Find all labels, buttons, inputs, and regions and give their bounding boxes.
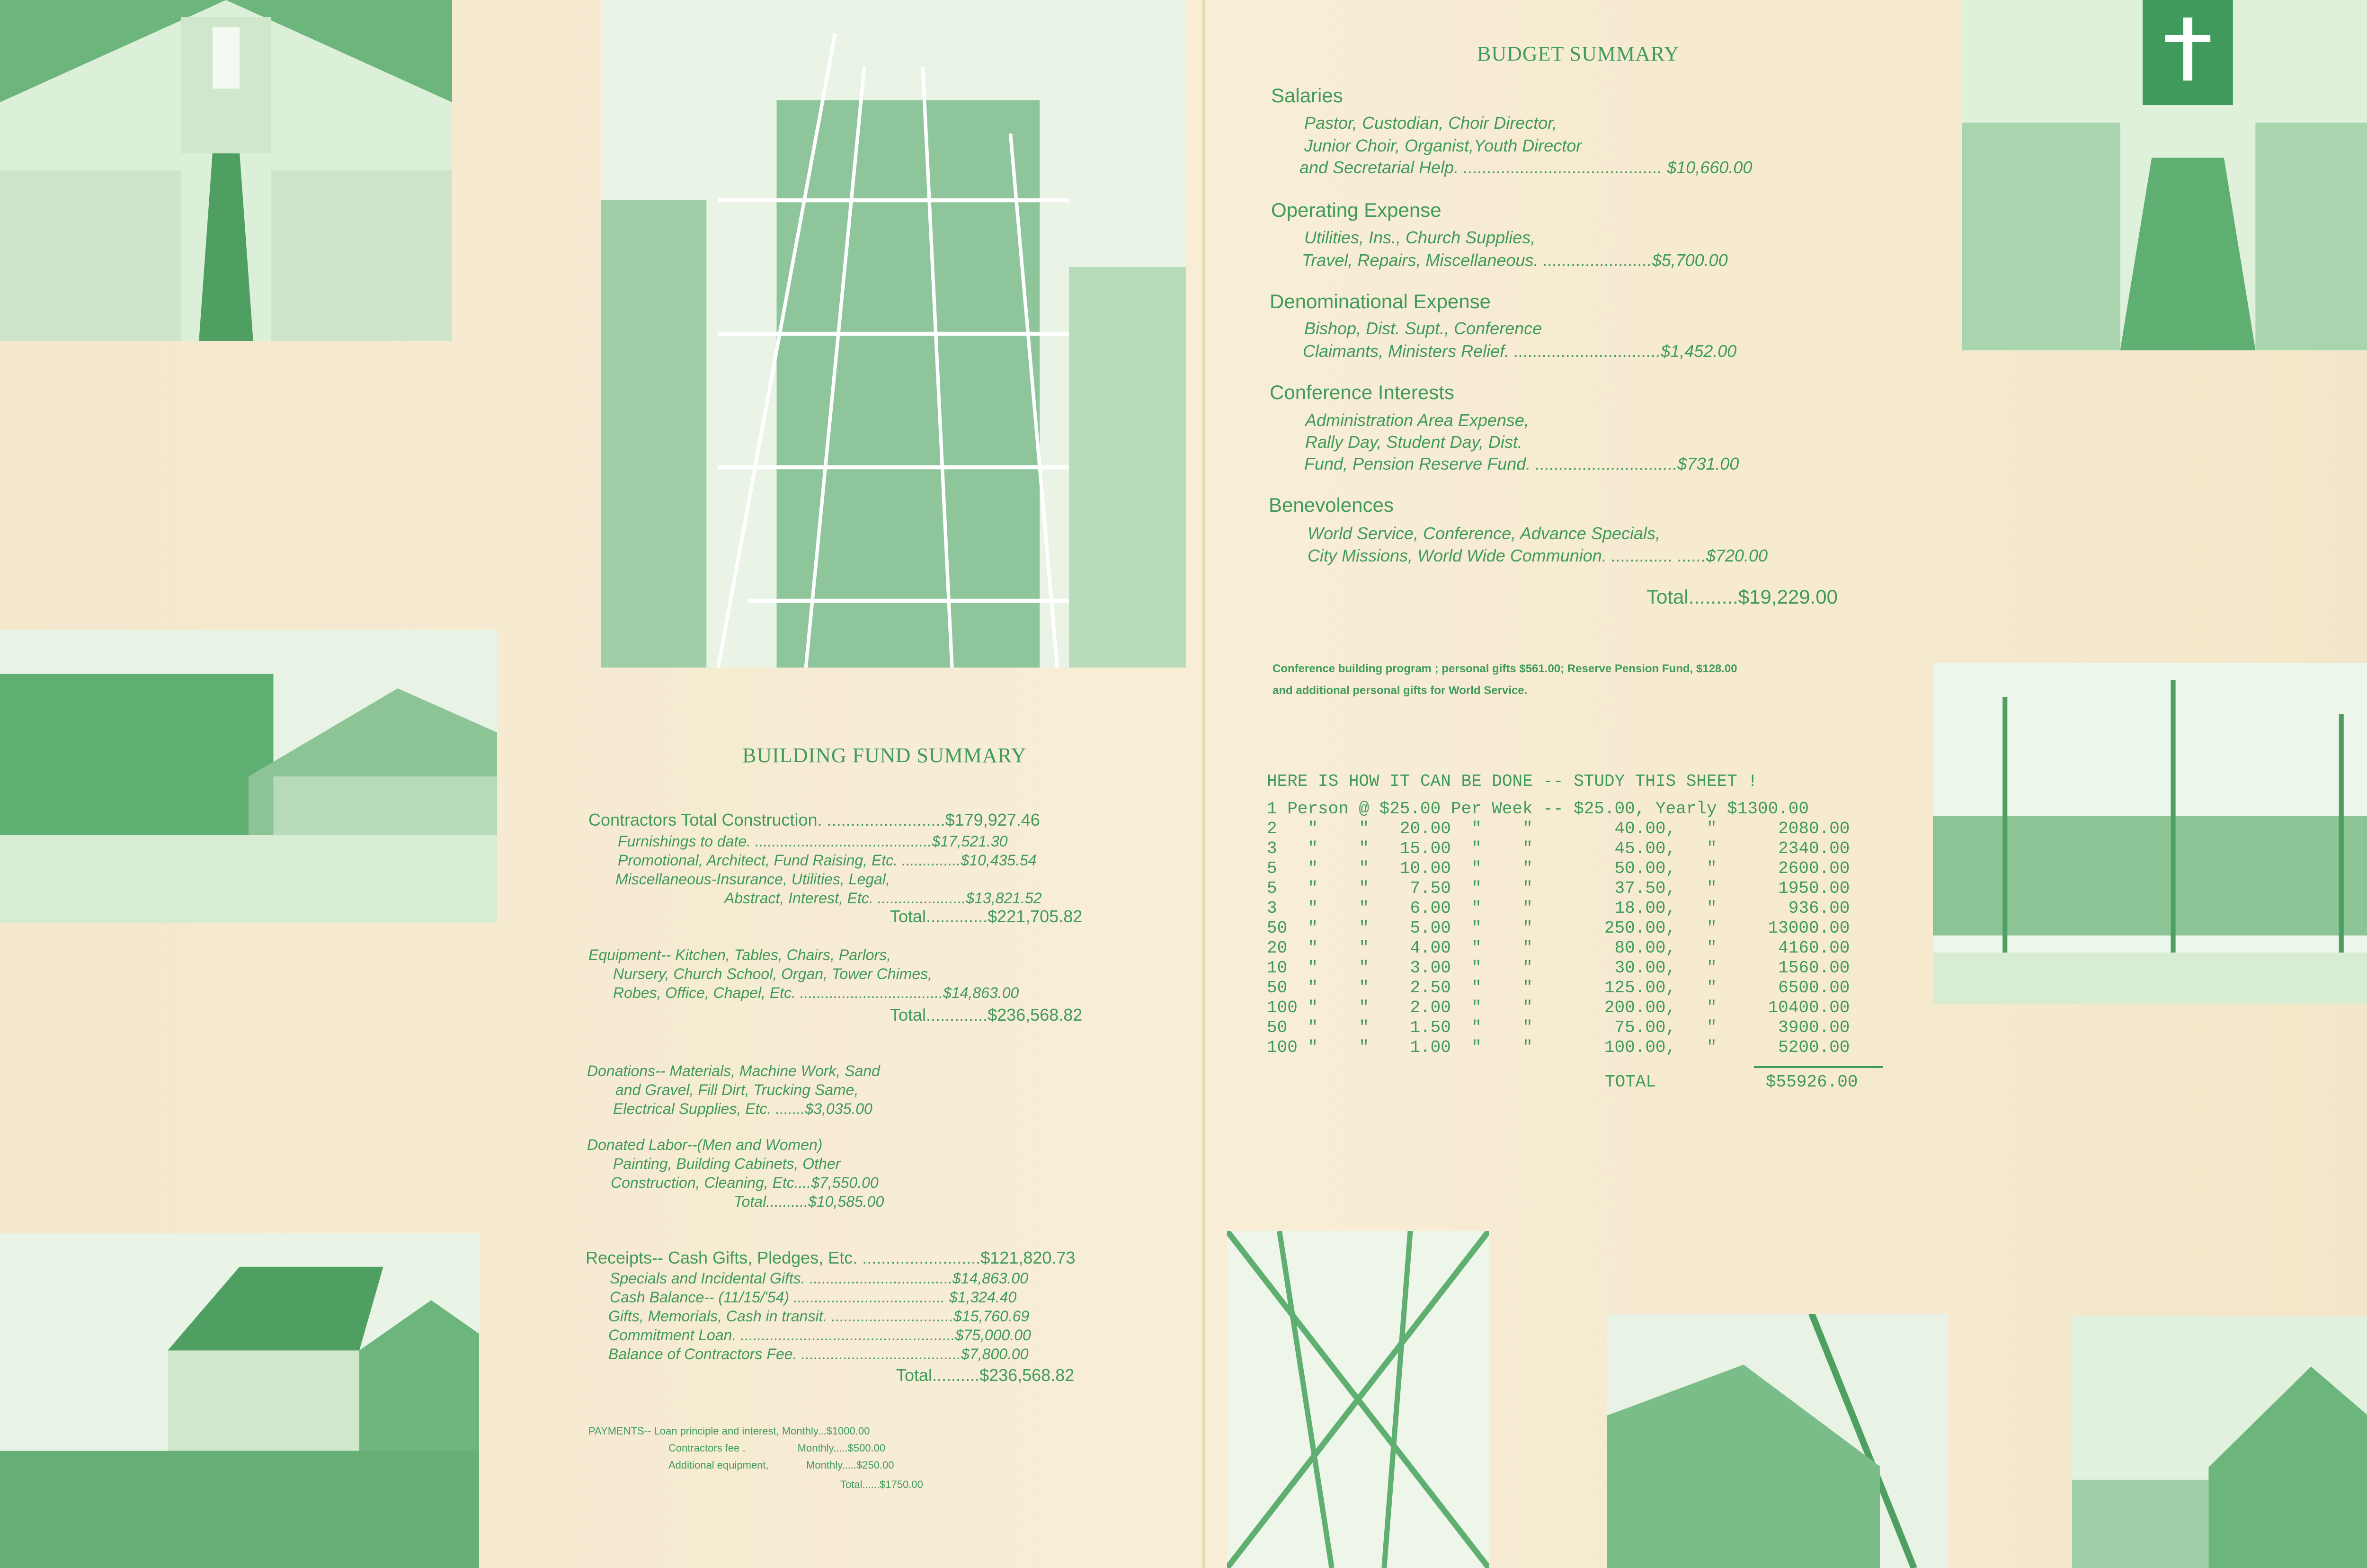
howto-total-label: TOTAL <box>1605 1072 1656 1092</box>
furnishings-line: Furnishings to date. ..........................................$17,521.30 <box>618 833 1008 850</box>
labor-line1: Donated Labor--(Men and Women) <box>587 1136 823 1153</box>
budget-title: BUDGET SUMMARY <box>1477 42 1680 65</box>
operating-heading: Operating Expense <box>1271 199 1442 221</box>
howto-row: 5 " " 7.50 " " 37.50, " 1950.00 <box>1267 879 1850 898</box>
conference-line2: Rally Day, Student Day, Dist. <box>1305 432 1522 452</box>
church-interior-photo <box>0 0 452 341</box>
denominational-heading: Denominational Expense <box>1270 290 1491 312</box>
building-fund-title: BUILDING FUND SUMMARY <box>742 744 1027 767</box>
salaries-line2: Junior Choir, Organist,Youth Director <box>1304 136 1582 155</box>
building-total-3: Total..........$236,568.82 <box>896 1365 1075 1385</box>
conference-line3: Fund, Pension Reserve Fund. ..............................$731.00 <box>1304 454 1739 473</box>
salaries-line1: Pastor, Custodian, Choir Director, <box>1304 113 1557 133</box>
howto-row: 50 " " 5.00 " " 250.00, " 13000.00 <box>1267 918 1850 938</box>
operating-line1: Utilities, Ins., Church Supplies, <box>1304 228 1536 247</box>
payments-line3: Additional equipment, Monthly.....$250.00 <box>668 1459 894 1471</box>
conference-line1: Administration Area Expense, <box>1305 410 1529 430</box>
equipment-line1: Equipment-- Kitchen, Tables, Chairs, Parlors, <box>588 946 891 963</box>
benevolences-heading: Benevolences <box>1269 494 1394 516</box>
howto-row: 10 " " 3.00 " " 30.00, " 1560.00 <box>1267 958 1850 978</box>
howto-row: 2 " " 20.00 " " 40.00, " 2080.00 <box>1267 819 1850 838</box>
donations-line2: and Gravel, Fill Dirt, Trucking Same, <box>615 1081 859 1098</box>
completed-church-photo <box>2072 1316 2367 1568</box>
howto-row: 1 Person @ $25.00 Per Week -- $25.00, Yearly $1300.00 <box>1267 799 1809 819</box>
donations-line3: Electrical Supplies, Etc. .......$3,035.00 <box>613 1100 872 1117</box>
receipts-loan: Commitment Loan. ...................................................$75,000.00 <box>608 1327 1031 1344</box>
church-trees-photo <box>0 630 497 923</box>
howto-row: 5 " " 10.00 " " 50.00, " 2600.00 <box>1267 859 1850 878</box>
payments-total: Total......$1750.00 <box>840 1479 923 1490</box>
receipts-specials: Specials and Incidental Gifts. ..................................$14,863.00 <box>610 1270 1028 1287</box>
receipts-cash-balance: Cash Balance-- (11/15/'54) .................................... $1,324.40 <box>610 1289 1017 1306</box>
howto-total-value: $55926.00 <box>1766 1072 1858 1092</box>
howto-row: 20 " " 4.00 " " 80.00, " 4160.00 <box>1267 938 1850 958</box>
denominational-line1: Bishop, Dist. Supt., Conference <box>1304 319 1542 338</box>
labor-line2: Painting, Building Cabinets, Other <box>613 1155 841 1172</box>
crane-construction-photo <box>1607 1314 1948 1568</box>
labor-line4: Total..........$10,585.00 <box>734 1193 884 1210</box>
howto-row: 100 " " 2.00 " " 200.00, " 10400.00 <box>1267 998 1850 1017</box>
receipts-contractors-fee: Balance of Contractors Fee. ......................................$7,800.00 <box>608 1345 1029 1363</box>
sanctuary-aisle-photo <box>1962 0 2367 350</box>
conference-heading: Conference Interests <box>1270 381 1454 403</box>
contractors-construction-line: Contractors Total Construction. .........................$179,927.46 <box>588 810 1040 829</box>
howto-row: 3 " " 15.00 " " 45.00, " 2340.00 <box>1267 839 1850 858</box>
receipts-gifts: Gifts, Memorials, Cash in transit. .............................$15,760.69 <box>608 1308 1030 1325</box>
receipts-line: Receipts-- Cash Gifts, Pledges, Etc. .........................$121,820.73 <box>586 1248 1076 1267</box>
operating-line2: Travel, Repairs, Miscellaneous. .......................$5,700.00 <box>1302 250 1728 270</box>
misc-line1: Miscellaneous-Insurance, Utilities, Legal, <box>615 871 890 888</box>
promotional-line: Promotional, Architect, Fund Raising, Etc. ..............$10,435.54 <box>618 852 1037 869</box>
benevolences-line1: World Service, Conference, Advance Specials, <box>1308 524 1661 543</box>
benevolences-line2: City Missions, World Wide Communion. ............. ......$720.00 <box>1308 546 1768 565</box>
salaries-heading: Salaries <box>1271 84 1343 107</box>
howto-header: HERE IS HOW IT CAN BE DONE -- STUDY THIS SHEET ! <box>1267 772 1758 791</box>
payments-line1: PAYMENTS-- Loan principle and interest, Monthly...$1000.00 <box>588 1425 870 1437</box>
building-total-1: Total.............$221,705.82 <box>890 907 1083 926</box>
church-exterior-photo <box>0 1233 479 1568</box>
misc-line2: Abstract, Interest, Etc. .....................$13,821.52 <box>724 890 1042 907</box>
building-total-2: Total.............$236,568.82 <box>890 1005 1083 1025</box>
equipment-line2: Nursery, Church School, Organ, Tower Chimes, <box>613 965 933 982</box>
church-winter-photo <box>1933 663 2367 1004</box>
denominational-line2: Claimants, Ministers Relief. ...............................$1,452.00 <box>1303 341 1737 361</box>
tower-scaffolding-photo <box>601 0 1186 668</box>
equipment-line3: Robes, Office, Chapel, Etc. ..................................$14,863.00 <box>613 984 1019 1001</box>
howto-row: 100 " " 1.00 " " 100.00, " 5200.00 <box>1267 1038 1850 1057</box>
howto-row: 50 " " 1.50 " " 75.00, " 3900.00 <box>1267 1018 1850 1037</box>
donations-line1: Donations-- Materials, Machine Work, Sand <box>587 1062 880 1079</box>
center-fold <box>1202 0 1205 1568</box>
howto-row: 3 " " 6.00 " " 18.00, " 936.00 <box>1267 899 1850 918</box>
budget-note-line1: Conference building program ; personal gifts $561.00; Reserve Pension Fund, $128.00 <box>1272 662 1737 675</box>
salaries-line3: and Secretarial Help. .......................................... $10,660.00 <box>1299 158 1753 177</box>
total-rule <box>1754 1066 1883 1068</box>
budget-note-line2: and additional personal gifts for World Service. <box>1272 684 1528 697</box>
labor-line3: Construction, Cleaning, Etc....$7,550.00 <box>611 1174 879 1191</box>
steel-frame-photo <box>1227 1231 1489 1568</box>
payments-line2: Contractors fee . Monthly.....$500.00 <box>668 1442 886 1454</box>
howto-row: 50 " " 2.50 " " 125.00, " 6500.00 <box>1267 978 1850 998</box>
budget-total: Total.........$19,229.00 <box>1646 586 1838 608</box>
